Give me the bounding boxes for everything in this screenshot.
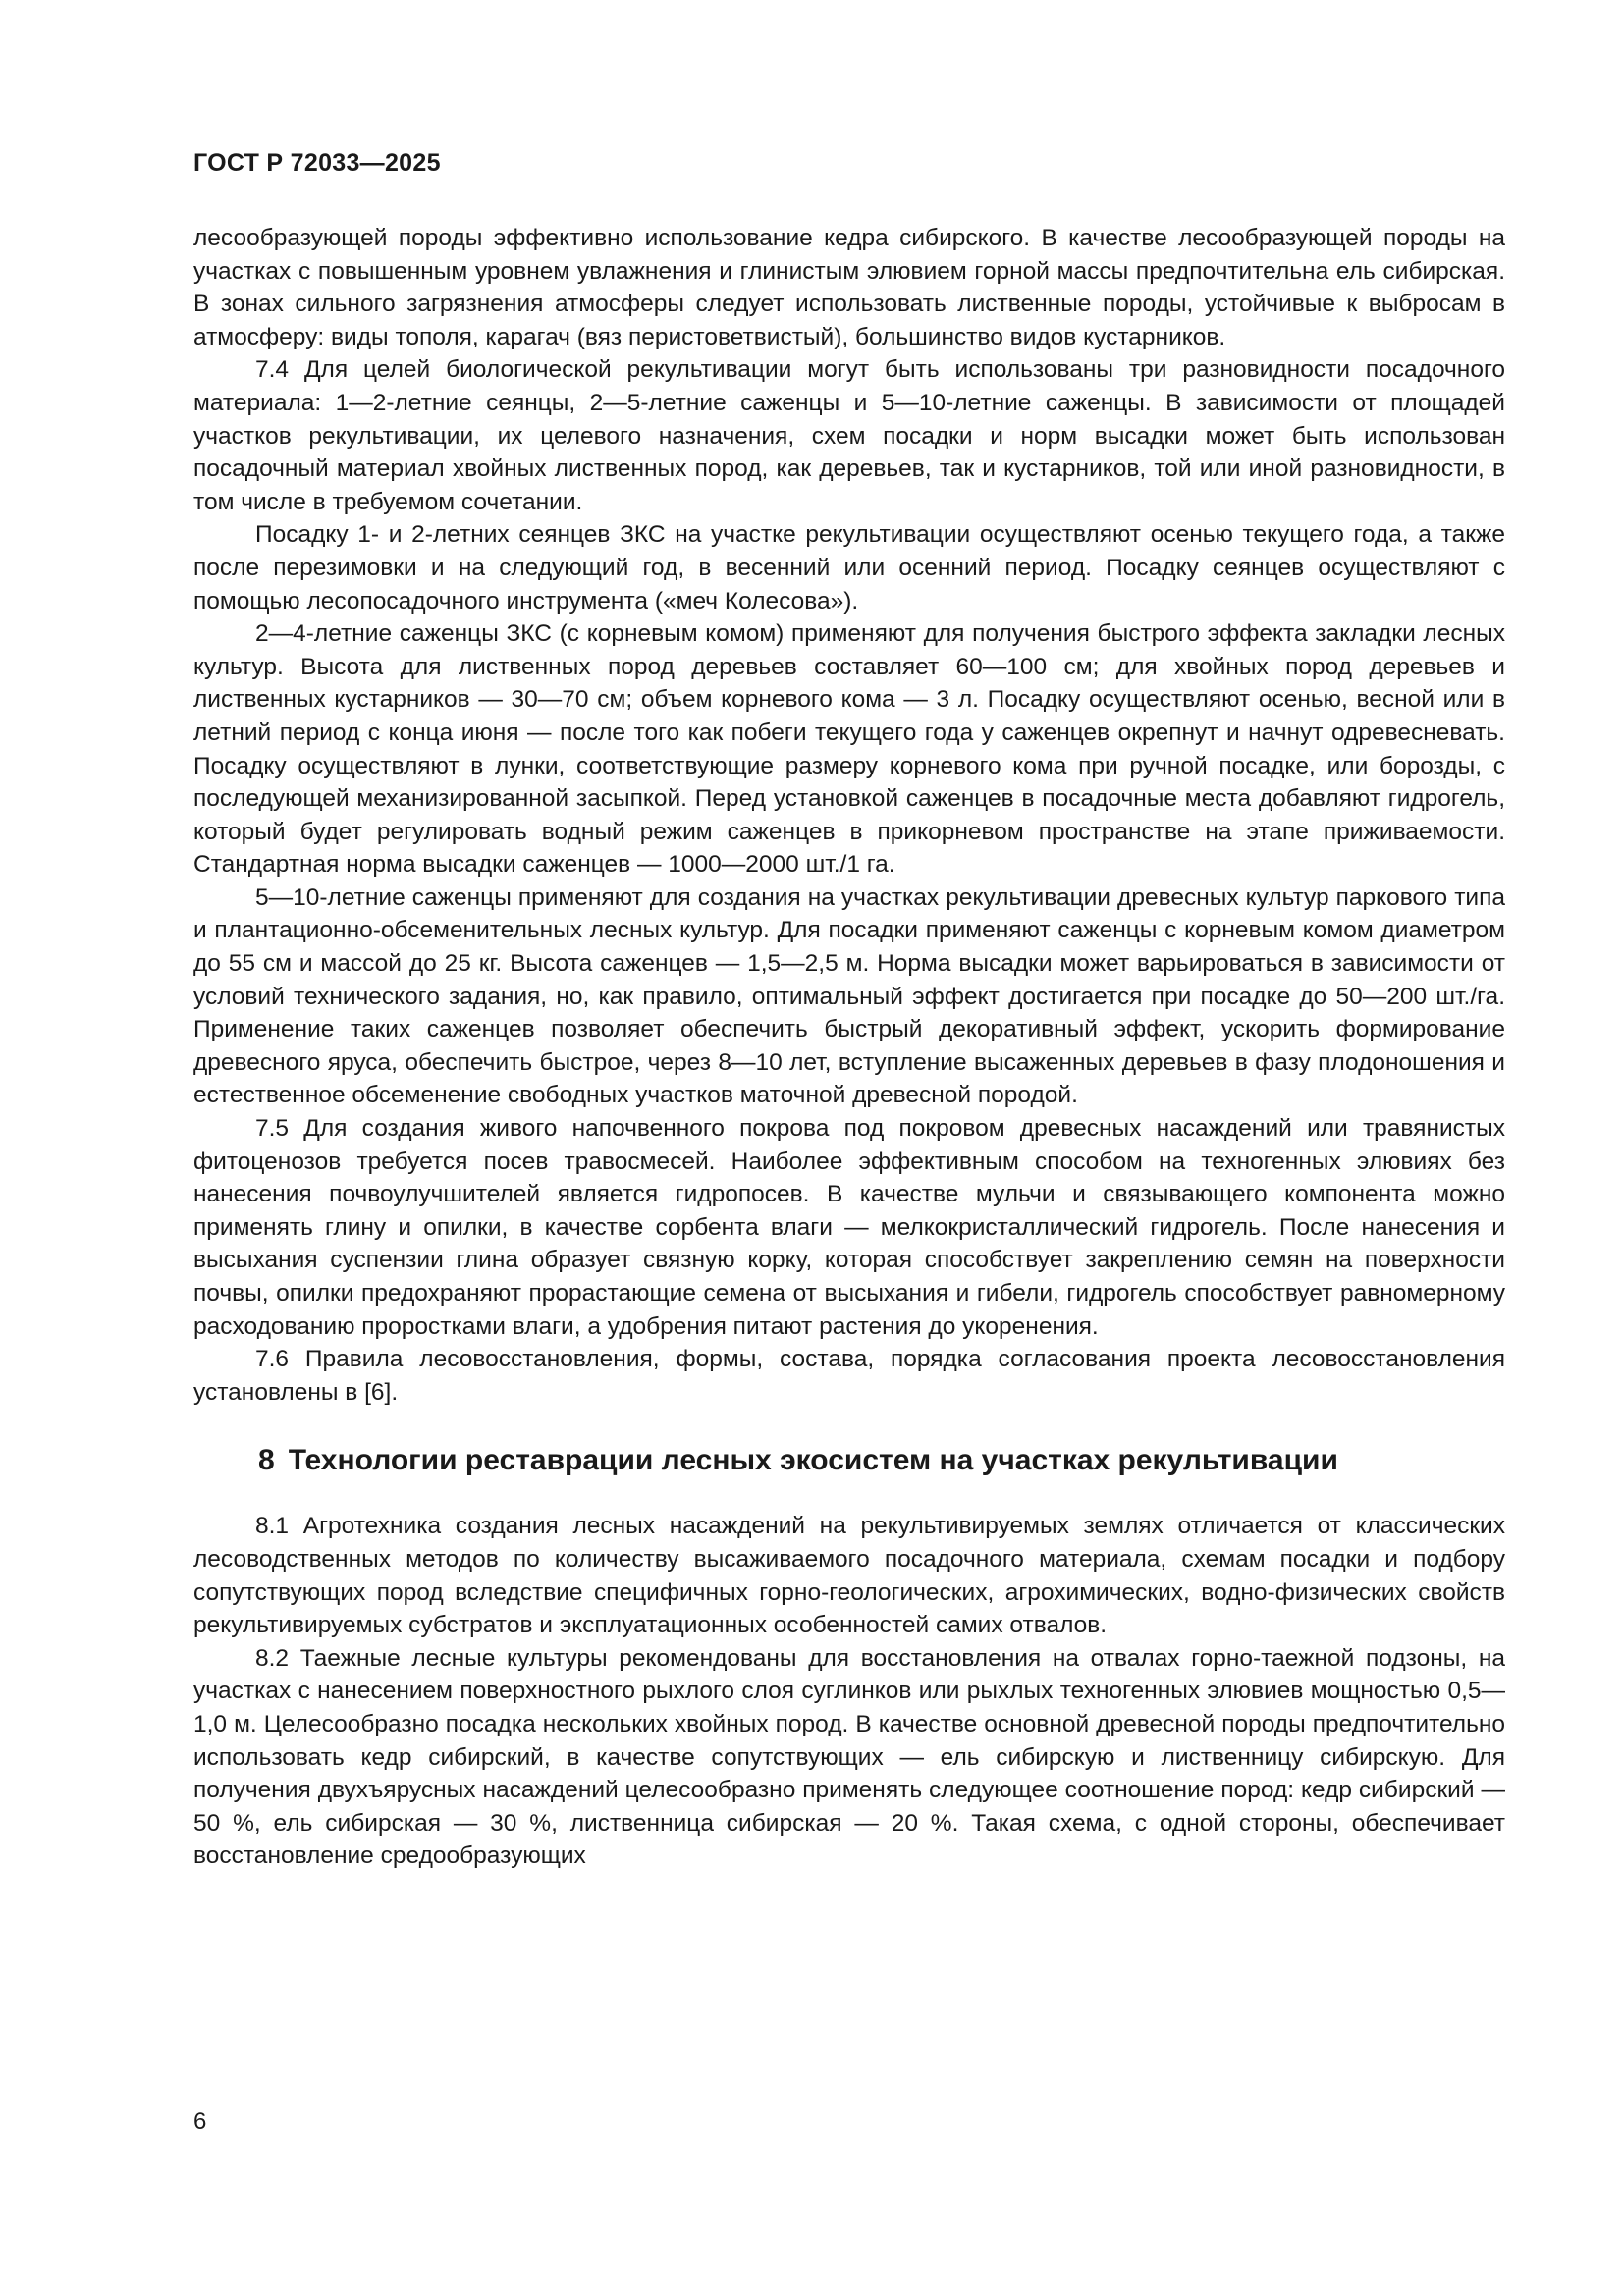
paragraph-7-4: 7.4 Для целей биологической рекультивации могут быть использованы три разновидности посадочного материала: 1—2-летние сеянцы, 2—5-летние саженцы и 5—10-летние саженцы. В зависимости от площадей участков рекультивации, их целевого назначения, схем посадки и норм высадки может быть использован посадочный материал хвойных лиственных пород, как деревьев, так и кустарников, той или иной разновидности, в том числе в требуемом сочетании. (193, 356, 1505, 515)
section-heading (193, 1441, 1505, 1480)
document-id: ГОСТ Р 72033—2025 (193, 149, 441, 177)
paragraph-7-5: 7.5 Для создания живого напочвенного покрова под покровом древесных насаждений или травянистых фитоценозов требуется посев травосмесей. Наиболее эффективным способом на техногенных элювиях без нанесения почвоулучшителей является гидропосев. В качестве мульчи и связывающего компонента можно применять глину и опилки, в качестве сорбента влаги — мелкокристаллический гидрогель. После нанесения и высыхания суспензии глина образует связную корку, которая способствует закреплению семян на поверхности почвы, опилки предохраняют прорастающие семена от высыхания и гибели, гидрогель способствует равномерному расходованию проростками влаги, а удобрения питают растения до укоренения. (193, 1115, 1505, 1340)
paragraph-8-2: 8.2 Таежные лесные культуры рекомендованы для восстановления на отвалах горно-таежной подзоны, на участках с нанесением поверхностного рыхлого слоя суглинков или рыхлых техногенных элювиев мощностью 0,5—1,0 м. Целесообразно посадка нескольких хвойных пород. В качестве основной древесной породы предпочтительно использовать кедр сибирский, в качестве сопутствующих — ель сибирскую и лиственницу сибирскую. Для получения двухъярусных насаждений целесообразно применять следующее соотношение пород: кедр сибирский — 50 %, ель сибирская — 30 %, лиственница сибирская — 20 %. Такая схема, с одной стороны, обеспечивает восстановление средообразующих (193, 1644, 1505, 1870)
paragraph-5-10-year-saplings: 5—10-летние саженцы применяют для создания на участках рекультивации древесных культур паркового типа и плантационно-обсеменительных лесных культур. Для посадки применяют саженцы с корневым комом диаметром до 55 см и массой до 25 кг. Высота саженцев — 1,5—2,5 м. Норма высадки может варьироваться в зависимости от условий технического задания, но, как правило, оптимальный эффект достигается при посадке до 50—200 шт./га. Применение таких саженцев позволяет обеспечить быстрый декоративный эффект, ускорить формирование древесного яруса, обеспечить быстрое, через 8—10 лет, вступление высаженных деревьев в фазу плодоношения и естественное обсеменение свободных участков маточной древесной породой. (193, 883, 1505, 1109)
paragraph-7-6: 7.6 Правила лесовосстановления, формы, состава, порядка согласования проекта лесовосстановления установлены в [6]. (193, 1346, 1505, 1406)
section-number: 8 (258, 1444, 275, 1477)
document-body (193, 222, 1505, 1873)
document-header (193, 149, 441, 178)
paragraph-8-1: 8.1 Агротехника создания лесных насаждений на рекультивируемых землях отличается от классических лесоводственных методов по количеству высаживаемого посадочного материала, схемам посадки и подбору сопутствующих пород вследствие специфичных горно-геологических, агрохимических, водно-физических свойств рекультивируемых субстратов и эксплуатационных особенностей самих отвалов. (193, 1513, 1505, 1639)
section-title: Технологии реставрации лесных экосистем на участках рекультивации (288, 1444, 1338, 1477)
paragraph-seedlings-planting: Посадку 1- и 2-летних сеянцев ЗКС на участке рекультивации осуществляют осенью текущего года, а также после перезимовки и на следующий год, в весенний или осенний период. Посадку сеянцев осуществляют с помощью лесопосадочного инструмента («меч Колесова»). (193, 521, 1505, 614)
page-number: 6 (193, 2109, 207, 2135)
paragraph-2-4-year-saplings: 2—4-летние саженцы ЗКС (с корневым комом) применяют для получения быстрого эффекта закладки лесных культур. Высота для лиственных пород деревьев составляет 60—100 см; для хвойных пород деревьев и лиственных кустарников — 30—70 см; объем корневого кома — 3 л. Посадку осуществляют осенью, весной или в летний период с конца июня — после того как побеги текущего года у саженцев окрепнут и начнут одревесневать. Посадку осуществляют в лунки, соответствующие размеру корневого кома при ручной посадке, или борозды, с последующей механизированной засыпкой. Перед установкой саженцев в посадочные места добавляют гидрогель, который будет регулировать водный режим саженцев в прикорневом пространстве на этапе приживаемости. Стандартная норма высадки саженцев — 1000—2000 шт./1 га. (193, 620, 1505, 879)
paragraph-continuation: лесообразующей породы эффективно использование кедра сибирского. В качестве лесообразующей породы на участках с повышенным уровнем увлажнения и глинистым элювием горной массы предпочтительна ель сибирская. В зонах сильного загрязнения атмосферы следует использовать лиственные породы, устойчивые к выбросам в атмосферу: виды тополя, карагач (вяз перистоветвистый), большинство видов кустарников. (193, 225, 1505, 350)
